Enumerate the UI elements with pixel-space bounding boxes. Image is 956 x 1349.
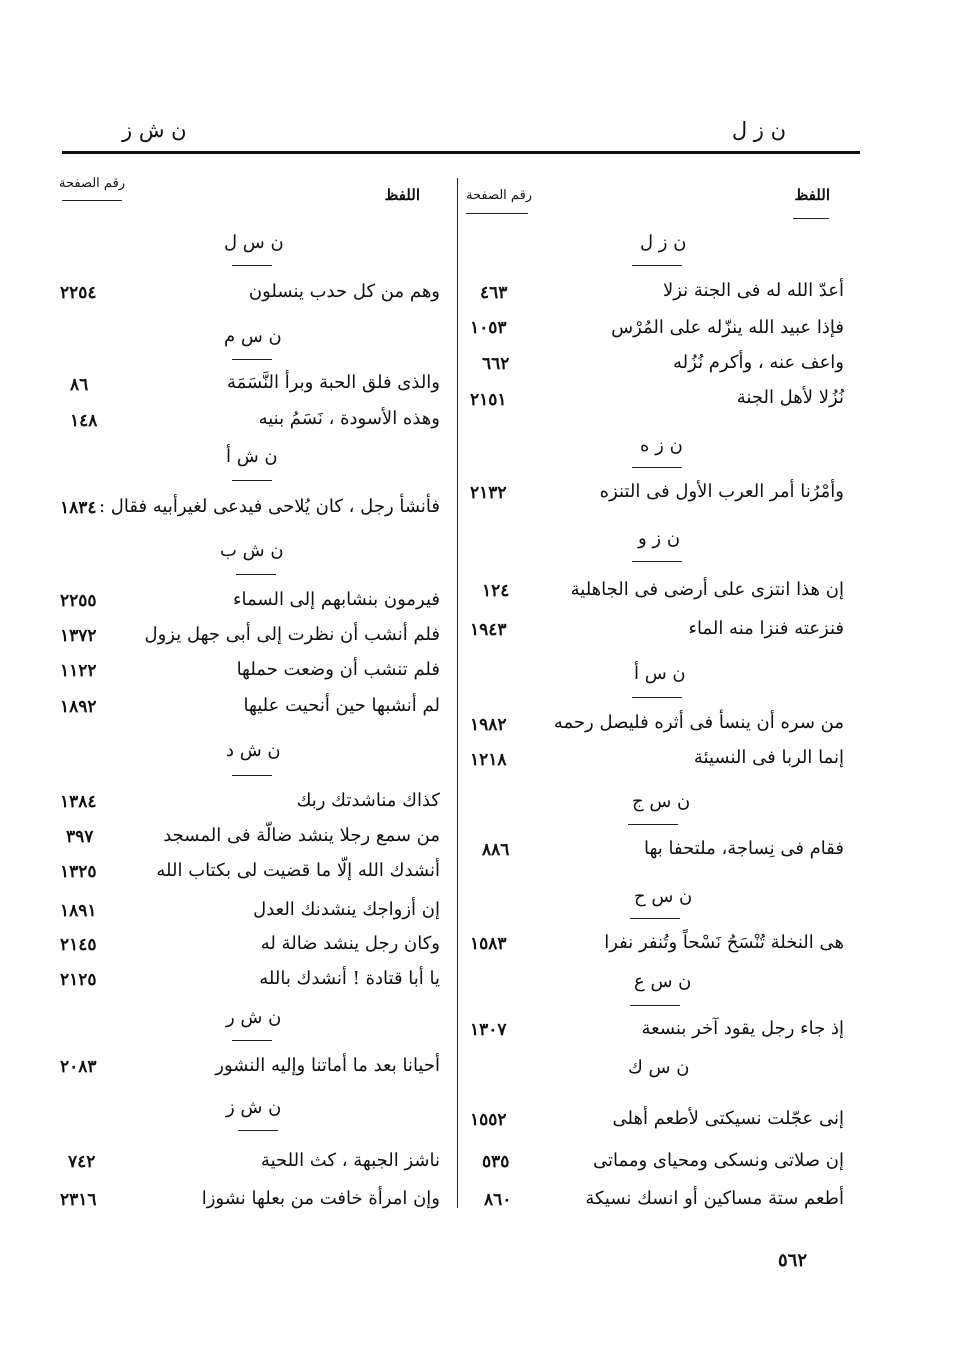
entry-text: يا أبا قتادة ! أنشدك بالله [259,968,440,989]
root-underline [232,480,272,481]
heading-underline [793,218,829,219]
entry-page: ١٣٠٧ [470,1020,507,1040]
entry-page: ٨٦٠ [484,1190,512,1210]
entry-text: أعدّ الله له فى الجنة نزلا [662,280,844,301]
entry-page: ١٥٥٢ [470,1110,507,1130]
entry-text: فإذا عبيد الله ينزّله على المُرْس [611,317,844,338]
root-heading: ن س أ [634,663,686,684]
root-heading: ن س ج [632,791,691,812]
root-heading: ن ش ز [226,1097,282,1118]
entry-page: ٢١٢٥ [60,970,97,990]
entry-text: نُزُلا لأهل الجنة [736,387,844,408]
entry-text: وهذه الأسودة ، نَسَمُ بنيه [258,408,440,429]
entry-page: ١٩٨٢ [470,715,507,735]
entry-text: إن أزواجك ينشدنك العدل [253,899,440,920]
entry-text: وأمْرُنا أمر العرب الأول فى التنزه [599,481,844,502]
entry-page: ٨٦ [70,375,89,395]
entry-page: ١٥٨٣ [470,934,507,954]
root-heading: ن ش أ [226,446,278,467]
entry-page: ١٨٩١ [60,901,97,921]
entry-page: ١٣٢٥ [60,862,97,882]
entry-text: إذ جاء رجل يقود آخر بنسعة [641,1018,844,1039]
entry-page: ٨٨٦ [482,840,510,860]
entry-page: ١٣٨٤ [60,792,97,812]
entry-page: ١٩٤٣ [470,620,507,640]
header-rule [62,151,860,154]
root-heading: ن ز ل [640,232,687,253]
entry-page: ١٠٥٣ [470,318,507,338]
root-underline [630,918,680,919]
entry-page: ١١٢٢ [60,661,97,681]
entry-page: ٥٣٥ [482,1152,510,1172]
entry-page: ٢٠٨٣ [60,1057,97,1077]
left-col-page-heading: رقم الصفحة [59,176,126,191]
entry-page: ٢٢٥٥ [60,591,97,611]
root-underline [232,1040,272,1041]
right-col-word-heading: اللفظ [794,186,830,204]
root-underline [238,1130,278,1131]
right-col-page-heading: رقم الصفحة [466,188,533,203]
root-underline [632,561,682,562]
entry-text: فلم أنشب أن نظرت إلى أبى جهل يزول [144,624,440,645]
entry-page: ١٢١٨ [470,750,507,770]
root-underline [236,574,276,575]
entry-text: وهم من كل حدب ينسلون [248,281,440,302]
entry-page: ٢٢٥٤ [60,283,97,303]
entry-text: لم أنشبها حين أنحيت عليها [243,695,440,716]
entry-text: هى النخلة تُنْسَحُ نَسْحاً وتُنفر نفرا [604,932,844,953]
root-underline [632,265,682,266]
column-divider [457,178,458,1208]
entry-text: وكان رجل ينشد ضالة له [260,933,440,954]
entry-text: وإن امرأة خافت من بعلها نشوزا [201,1188,440,1209]
entry-page: ٦٦٢ [482,354,510,374]
entry-page: ٧٤٢ [68,1152,96,1172]
root-heading: ن ش د [226,740,281,761]
entry-page: ١٨٣٤ [60,498,97,518]
root-heading: ن س ح [634,886,693,907]
entry-text: إن هذا انتزى على أرضى فى الجاهلية [570,579,844,600]
entry-text: أنشدك الله إلّا ما قضيت لى بكتاب الله [156,860,440,881]
left-col-word-heading: اللفظ [384,186,420,204]
entry-text: واعف عنه ، وأكرم نُزُله [673,352,844,373]
root-heading: ن س ع [634,971,692,992]
root-heading: ن س ل [224,232,284,253]
running-head-left: ن ش ز [122,118,187,142]
entry-text: إن صلاتى ونسكى ومحياى ومماتى [592,1150,844,1171]
root-heading: ن ز ه [640,435,683,456]
entry-text: فلم تنشب أن وضعت حملها [236,659,440,680]
entry-text: فقام فى نِساجة، ملتحفا بها [643,838,844,859]
entry-text: كذاك مناشدتك ربك [296,790,440,811]
root-underline [632,467,682,468]
root-underline [232,265,272,266]
entry-text: أحيانا بعد ما أماتنا وإليه النشور [215,1055,440,1076]
running-head-right: ن ز ل [731,118,786,142]
entry-text: من سمع رجلا ينشد ضالّة فى المسجد [163,825,440,846]
root-heading: ن س ك [628,1057,690,1078]
entry-text: أطعم ستة مساكين أو انسك نسيكة [585,1188,844,1209]
entry-text: فنزعته فنزا منه الماء [688,618,844,639]
entry-page: ١٤٨ [70,411,98,431]
heading-underline [466,213,528,214]
entry-page: ٢١٤٥ [60,935,97,955]
root-underline [232,775,272,776]
root-heading: ن ز و [638,528,681,549]
root-heading: ن ش ب [220,540,284,561]
root-underline [630,1005,680,1006]
entry-page: ١٨٩٢ [60,697,97,717]
root-heading: ن س م [224,326,282,347]
entry-text: إنما الربا فى النسيئة [693,747,844,768]
entry-text: إنى عجّلت نسيكتى لأطعم أهلى [612,1108,844,1129]
entry-text: فيرمون بنشابهم إلى السماء [233,589,440,610]
root-heading: ن ش ر [226,1007,282,1028]
root-underline [632,697,682,698]
entry-text: فأنشأ رجل ، كان يُلاحى فيدعى لغيرأبيه فقال : [98,496,440,517]
root-underline [232,359,272,360]
entry-page: ٤٦٣ [480,283,508,303]
entry-page: ٢١٥١ [470,390,507,410]
entry-text: والذى فلق الحبة وبرأ النَّسَمَة [226,372,440,393]
entry-page: ١٣٧٢ [60,626,97,646]
entry-text: من سره أن ينسأ فى أثره فليصل رحمه [553,712,844,733]
entry-text: ناشز الجبهة ، كث اللحية [260,1150,440,1171]
entry-page: ٣٩٧ [66,827,94,847]
entry-page: ٢١٣٢ [470,483,507,503]
page-number: ٥٦٢ [778,1250,808,1271]
root-underline [628,824,678,825]
heading-underline [62,200,122,201]
entry-page: ١٢٤ [482,581,510,601]
entry-page: ٢٣١٦ [60,1190,97,1210]
